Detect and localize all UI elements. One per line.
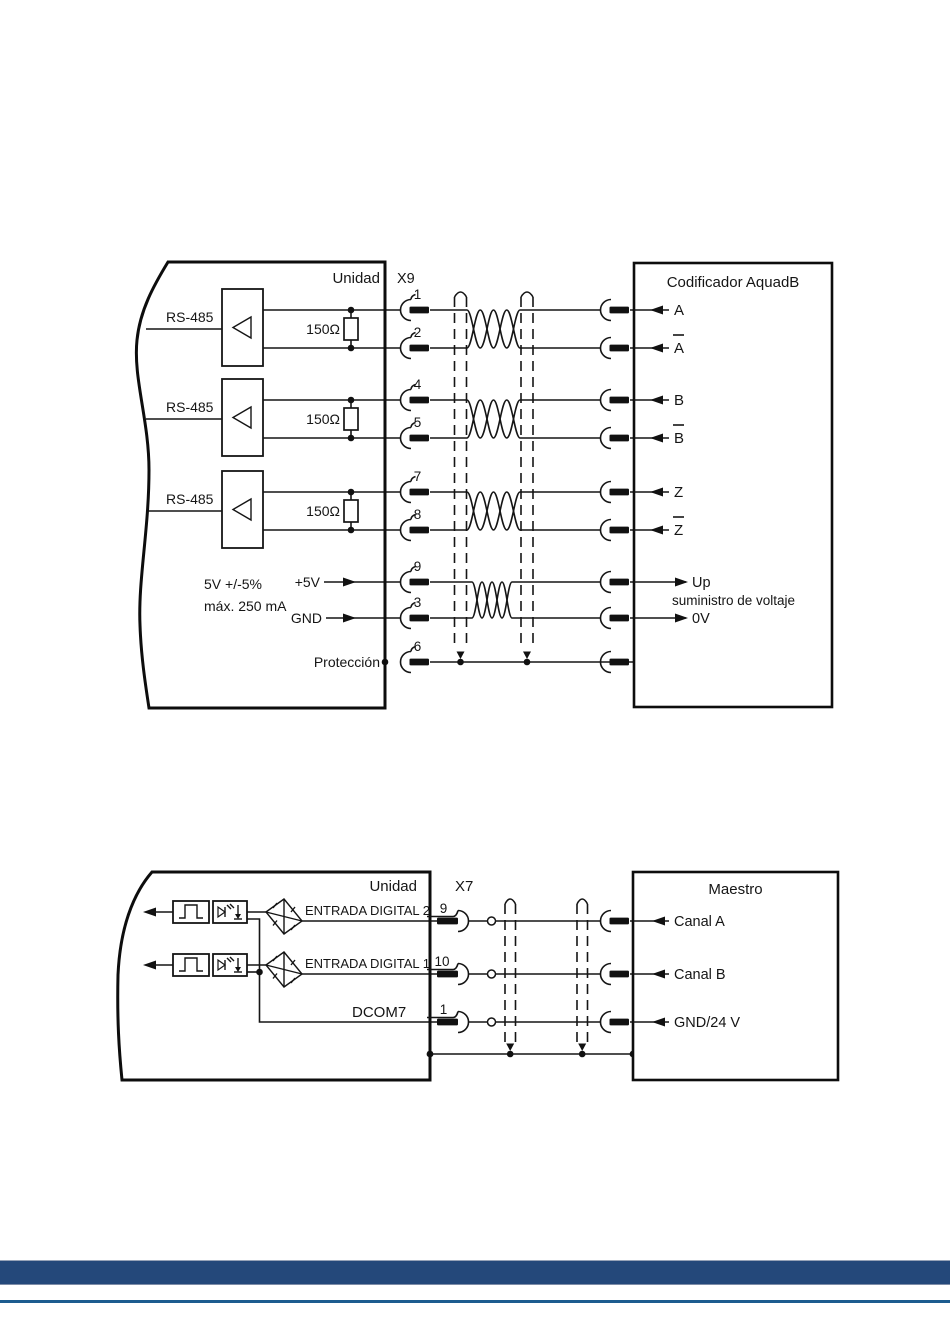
pin-number-7: 7 <box>413 469 422 484</box>
connector-title-x9: X9 <box>397 271 415 287</box>
signal-a-inv: A <box>674 340 685 357</box>
termination-resistor-2 <box>344 397 358 442</box>
optocoupler-2 <box>213 901 247 923</box>
supply-note-line2: máx. 250 mA <box>204 598 287 614</box>
encoder-diagram <box>136 262 832 708</box>
channel-a-label: Canal A <box>674 914 725 930</box>
master-connectors <box>601 911 630 1033</box>
pin-number-9: 9 <box>439 901 448 916</box>
pin-number-4: 4 <box>413 377 422 392</box>
shield-termination <box>578 1044 586 1058</box>
signal-0v: 0V <box>692 611 710 627</box>
footer-accent-bar <box>0 1261 950 1284</box>
rs485-label-3: RS-485 <box>166 491 214 507</box>
diode-bridge-1 <box>266 952 302 987</box>
signal-z: Z <box>674 484 684 501</box>
digital-input-2-label: ENTRADA DIGITAL 2 <box>305 903 430 918</box>
resistor-label-2: 150Ω <box>306 411 340 427</box>
signal-a: A <box>674 302 685 319</box>
pin-number-8: 8 <box>413 507 422 522</box>
shield-termination <box>523 652 531 666</box>
pin-number-9: 9 <box>413 559 422 574</box>
rs485-label-1: RS-485 <box>166 309 214 325</box>
dcom-junction-dot <box>256 969 263 976</box>
signal-b: B <box>674 392 685 409</box>
rs485-buffer-3 <box>222 471 263 548</box>
signal-up: Up <box>692 575 711 591</box>
signal-z-inv: Z <box>674 522 684 539</box>
master-diagram <box>118 872 838 1080</box>
shield-termination <box>457 652 465 666</box>
pin-number-1: 1 <box>413 287 422 302</box>
pin-number-3: 3 <box>413 595 422 610</box>
schmitt-trigger-1 <box>173 954 209 976</box>
shield-termination <box>506 1044 514 1058</box>
termination-resistor-1 <box>344 307 358 352</box>
rs485-buffer-1 <box>222 289 263 366</box>
pin-number-5: 5 <box>413 415 422 430</box>
dcom7-label: DCOM7 <box>352 1004 407 1021</box>
rs485-label-2: RS-485 <box>166 399 214 415</box>
pin-number-1: 1 <box>439 1002 448 1017</box>
connector-title-x7: X7 <box>455 878 474 895</box>
resistor-label-3: 150Ω <box>306 503 340 519</box>
digital-input-1-label: ENTRADA DIGITAL 1 <box>305 956 430 971</box>
voltage-supply-text: suministro de voltaje <box>672 593 796 608</box>
supply-note-line1: 5V +/-5% <box>204 576 262 592</box>
encoder-box <box>634 263 832 707</box>
cable-shield-right <box>521 292 533 649</box>
cable-shield-left <box>455 292 467 649</box>
unit-title-2: Unidad <box>369 878 417 895</box>
x7-connector <box>427 911 496 1033</box>
gnd-arrow <box>343 614 356 623</box>
plus5v-arrow <box>343 578 356 587</box>
diode-bridge-2 <box>266 899 302 934</box>
footer-rule-line <box>0 1300 950 1303</box>
signal-b-inv: B <box>674 430 685 447</box>
schmitt-trigger-2 <box>173 901 209 923</box>
x9-pin-numbers <box>414 287 422 654</box>
pin-number-6: 6 <box>413 639 422 654</box>
channel-b-label: Canal B <box>674 967 726 983</box>
gnd-24v-label: GND/24 V <box>674 1015 741 1031</box>
plus5v-label: +5V <box>294 574 320 590</box>
shield-label: Protección <box>313 654 380 670</box>
rs485-buffer-2 <box>222 379 263 456</box>
gnd-label: GND <box>290 610 322 626</box>
pin-number-2: 2 <box>413 325 422 340</box>
master-title: Maestro <box>708 881 763 898</box>
optocoupler-1 <box>213 954 247 976</box>
encoder-connectors <box>601 300 630 673</box>
digital-input-wiring <box>143 899 633 1054</box>
resistor-label-1: 150Ω <box>306 321 340 337</box>
encoder-title: Codificador AquadB <box>666 274 800 291</box>
pin-number-10: 10 <box>434 954 450 969</box>
termination-resistor-3 <box>344 489 358 534</box>
unit-title: Unidad <box>332 270 380 287</box>
